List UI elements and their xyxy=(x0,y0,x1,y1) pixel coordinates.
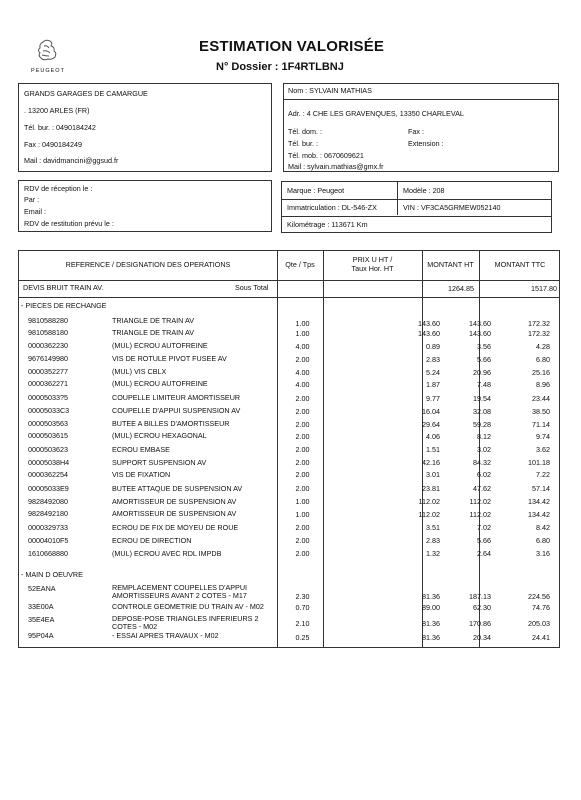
part-reference: 0000329733 xyxy=(28,523,68,532)
table-row xyxy=(19,368,559,380)
part-unit-price: 4.06 xyxy=(426,432,440,441)
peugeot-logo xyxy=(24,38,72,72)
part-quantity: 2.00 xyxy=(295,407,310,416)
vehicle-box xyxy=(281,181,552,233)
part-unit-price: 16.04 xyxy=(422,407,440,416)
part-designation: (MUL) ECROU AUTOFREINE xyxy=(112,379,208,388)
client-tel-dom: Tél. dom. : xyxy=(288,127,322,136)
part-amount-ht: 8.12 xyxy=(477,432,491,441)
part-unit-price: 143.60 xyxy=(418,319,440,328)
garage-box xyxy=(18,83,272,172)
part-amount-ttc: 8.42 xyxy=(536,523,550,532)
labour-designation-line2: AMORTISSEURS AVANT 2 COTES - M17 xyxy=(112,591,247,600)
part-quantity: 2.00 xyxy=(295,470,310,479)
part-unit-price: 9.77 xyxy=(426,394,440,403)
client-extension: Extension : xyxy=(408,139,444,148)
part-quantity: 2.00 xyxy=(295,458,310,467)
table-row xyxy=(19,420,559,432)
part-designation: ECROU DE DIRECTION xyxy=(112,536,192,545)
labour-amount-ttc: 24.41 xyxy=(532,633,550,642)
part-reference: 0000352277 xyxy=(28,367,68,376)
part-reference: 0000503563 xyxy=(28,419,68,428)
part-unit-price: 29.64 xyxy=(422,420,440,429)
part-designation: SUPPORT SUSPENSION AV xyxy=(112,458,207,467)
vehicle-km: Kilométrage : 113671 Km xyxy=(287,220,368,229)
part-reference: 0000503615 xyxy=(28,431,68,440)
part-quantity: 2.00 xyxy=(295,394,310,403)
labour-amount-ht: 170.86 xyxy=(469,619,491,628)
rdv-email: Email : xyxy=(24,207,46,216)
labour-amount-ttc: 224.56 xyxy=(528,592,550,601)
part-quantity: 2.00 xyxy=(295,523,310,532)
devis-mttc: 1517.80 xyxy=(531,284,557,293)
part-unit-price: 1.51 xyxy=(426,445,440,454)
part-amount-ttc: 9.74 xyxy=(536,432,550,441)
labour-code: 33E00A xyxy=(28,602,54,611)
part-amount-ht: 143.60 xyxy=(469,329,491,338)
part-amount-ttc: 172.32 xyxy=(528,329,550,338)
labour-rate: 81.36 xyxy=(422,619,440,628)
part-amount-ht: 7.02 xyxy=(477,523,491,532)
part-quantity: 1.00 xyxy=(295,497,310,506)
garage-city: . 13200 ARLES (FR) xyxy=(24,106,90,115)
part-amount-ht: 143.60 xyxy=(469,319,491,328)
part-quantity: 4.00 xyxy=(295,342,310,351)
part-designation: (MUL) ECROU HEXAGONAL xyxy=(112,431,207,440)
part-amount-ttc: 172.32 xyxy=(528,319,550,328)
devis-subtotal-label: Sous Total xyxy=(235,283,269,292)
devis-label: DEVIS BRUIT TRAIN AV. xyxy=(23,283,104,292)
table-row xyxy=(19,615,559,633)
table-row xyxy=(19,471,559,483)
rdv-box xyxy=(18,180,272,232)
part-reference: 0000362271 xyxy=(28,379,68,388)
part-amount-ht: 19.54 xyxy=(473,394,491,403)
part-quantity: 1.00 xyxy=(295,329,310,338)
part-quantity: 2.00 xyxy=(295,484,310,493)
part-designation: (MUL) ECROU AVEC RDL IMPDB xyxy=(112,549,222,558)
part-reference: 0000362230 xyxy=(28,341,68,350)
table-row xyxy=(19,407,559,419)
part-unit-price: 42.16 xyxy=(422,458,440,467)
labour-code: 95P04A xyxy=(28,631,54,640)
part-reference: 9828492180 xyxy=(28,509,68,518)
dossier-number: N° Dossier : 1F4RTLBNJ xyxy=(216,61,344,73)
part-reference: 0000362254 xyxy=(28,470,68,479)
table-row xyxy=(19,394,559,406)
labour-rate: 81.36 xyxy=(422,592,440,601)
garage-name: GRANDS GARAGES DE CAMARGUE xyxy=(24,89,148,98)
vehicle-marque: Marque : Peugeot xyxy=(287,186,345,195)
part-amount-ht: 59.28 xyxy=(473,420,491,429)
labour-amount-ht: 62.30 xyxy=(473,603,491,612)
part-quantity: 2.00 xyxy=(295,549,310,558)
col-header-pu-line1: PRIX U HT / xyxy=(352,255,393,264)
labour-time: 0.25 xyxy=(295,633,310,642)
part-unit-price: 112.02 xyxy=(418,510,440,519)
vehicle-vin: VIN : VF3CA5GRMEW052140 xyxy=(403,203,501,212)
part-designation: VIS DE ROTULE PIVOT FUSEE AV xyxy=(112,354,227,363)
labour-code: 35E4EA xyxy=(28,615,55,624)
client-mail: Mail : sylvain.mathias@gmx.fr xyxy=(288,162,384,171)
table-row xyxy=(19,342,559,354)
part-amount-ht: 84.32 xyxy=(473,458,491,467)
part-designation: COUPELLE D'APPUI SUSPENSION AV xyxy=(112,406,241,415)
part-designation: BUTEE A BILLES D'AMORTISSEUR xyxy=(112,419,230,428)
labour-designation: CONTROLE GEOMETRIE DU TRAIN AV - M02 xyxy=(112,602,264,611)
part-amount-ttc: 3.16 xyxy=(536,549,550,558)
part-amount-ht: 112.02 xyxy=(469,497,491,506)
section-main-oeuvre: - MAIN D OEUVRE xyxy=(21,570,83,579)
part-amount-ttc: 3.62 xyxy=(536,445,550,454)
table-row xyxy=(19,537,559,549)
table-row xyxy=(19,550,559,562)
page-title: ESTIMATION VALORISÉE xyxy=(199,38,385,55)
part-amount-ttc: 71.14 xyxy=(532,420,550,429)
garage-tel: Tél. bur. : 0490184242 xyxy=(24,123,96,132)
operations-table xyxy=(18,250,560,648)
part-designation: BUTEE ATTAQUE DE SUSPENSION AV xyxy=(112,484,243,493)
part-reference: 9810588180 xyxy=(28,328,68,337)
part-designation: ECROU EMBASE xyxy=(112,445,170,454)
part-unit-price: 5.24 xyxy=(426,368,440,377)
part-reference: 00004010F5 xyxy=(28,536,69,545)
table-row xyxy=(19,524,559,536)
table-row xyxy=(19,317,559,329)
col-header-pu-line2: Taux Hor. HT xyxy=(351,264,394,273)
col-header-ref: REFERENCE / DESIGNATION DES OPERATIONS xyxy=(65,260,231,269)
labour-time: 2.10 xyxy=(295,619,310,628)
labour-amount-ttc: 205.03 xyxy=(528,619,550,628)
part-amount-ttc: 134.42 xyxy=(528,497,550,506)
part-amount-ht: 5.66 xyxy=(477,355,491,364)
rdv-par: Par : xyxy=(24,195,40,204)
part-amount-ttc: 8.96 xyxy=(536,380,550,389)
part-reference: 0000503623 xyxy=(28,445,68,454)
labour-amount-ht: 20.34 xyxy=(473,633,491,642)
col-header-mttc: MONTANT TTC xyxy=(494,260,546,269)
table-row xyxy=(19,603,559,615)
part-unit-price: 1.32 xyxy=(426,549,440,558)
part-quantity: 2.00 xyxy=(295,536,310,545)
client-tel-mob: Tél. mob. : 0670609621 xyxy=(288,151,364,160)
part-amount-ttc: 6.80 xyxy=(536,536,550,545)
part-amount-ht: 32.08 xyxy=(473,407,491,416)
vehicle-immat: Immatriculation : DL-546-ZX xyxy=(287,203,377,212)
garage-mail: Mail : davidmancini@ggsud.fr xyxy=(24,156,119,165)
labour-amount-ttc: 74.76 xyxy=(532,603,550,612)
part-reference: 00005038H4 xyxy=(28,458,70,467)
part-quantity: 2.00 xyxy=(295,445,310,454)
part-unit-price: 0.89 xyxy=(426,342,440,351)
part-amount-ttc: 7.22 xyxy=(536,470,550,479)
client-box xyxy=(283,83,559,172)
part-unit-price: 2.83 xyxy=(426,536,440,545)
labour-rate: 81.36 xyxy=(422,633,440,642)
part-amount-ttc: 134.42 xyxy=(528,510,550,519)
client-name: Nom : SYLVAIN MATHIAS xyxy=(288,86,372,95)
part-unit-price: 1.87 xyxy=(426,380,440,389)
table-row xyxy=(19,510,559,522)
labour-designation-line2: COTES - M02 xyxy=(112,622,158,631)
part-quantity: 2.00 xyxy=(295,432,310,441)
col-header-mht: MONTANT HT xyxy=(427,260,474,269)
part-amount-ttc: 4.28 xyxy=(536,342,550,351)
part-amount-ht: 20.96 xyxy=(473,368,491,377)
part-unit-price: 2.83 xyxy=(426,355,440,364)
part-designation: AMORTISSEUR DE SUSPENSION AV xyxy=(112,497,237,506)
part-quantity: 2.00 xyxy=(295,420,310,429)
garage-fax: Fax : 0490184249 xyxy=(24,140,82,149)
table-row xyxy=(19,498,559,510)
part-amount-ttc: 38.50 xyxy=(532,407,550,416)
table-row xyxy=(19,485,559,497)
part-amount-ttc: 23.44 xyxy=(532,394,550,403)
vehicle-modele: Modèle : 208 xyxy=(403,186,445,195)
part-reference: 9676149980 xyxy=(28,354,68,363)
client-fax: Fax : xyxy=(408,127,424,136)
part-unit-price: 3.51 xyxy=(426,523,440,532)
part-quantity: 1.00 xyxy=(295,510,310,519)
part-designation: ECROU DE FIX DE MOYEU DE ROUE xyxy=(112,523,239,532)
part-quantity: 4.00 xyxy=(295,380,310,389)
part-unit-price: 112.02 xyxy=(418,497,440,506)
part-quantity: 2.00 xyxy=(295,355,310,364)
part-reference: 00005033E9 xyxy=(28,484,69,493)
brand-name: PEUGEOT xyxy=(31,68,65,74)
labour-designation: - ESSAI APRES TRAVAUX - M02 xyxy=(112,631,219,640)
part-amount-ht: 47.62 xyxy=(473,484,491,493)
table-row xyxy=(19,380,559,392)
labour-amount-ht: 187.13 xyxy=(469,592,491,601)
part-amount-ttc: 25.16 xyxy=(532,368,550,377)
labour-time: 0.70 xyxy=(295,603,310,612)
part-quantity: 1.00 xyxy=(295,319,310,328)
table-row xyxy=(19,432,559,444)
devis-mht: 1264.85 xyxy=(448,284,474,293)
part-designation: VIS DE FIXATION xyxy=(112,470,171,479)
table-row xyxy=(19,355,559,367)
part-amount-ht: 3.02 xyxy=(477,445,491,454)
client-address: Adr. : 4 CHE LES GRAVENQUES, 13350 CHARLEVAL xyxy=(288,109,464,118)
part-amount-ht: 3.56 xyxy=(477,342,491,351)
part-unit-price: 3.01 xyxy=(426,470,440,479)
part-amount-ht: 7.48 xyxy=(477,380,491,389)
table-row xyxy=(19,584,559,602)
section-pieces: - PIECES DE RECHANGE xyxy=(21,301,107,310)
part-amount-ttc: 57.14 xyxy=(532,484,550,493)
part-amount-ht: 6.02 xyxy=(477,470,491,479)
part-amount-ttc: 6.80 xyxy=(536,355,550,364)
col-header-qte: Qte / Tps xyxy=(285,260,315,269)
part-amount-ht: 5.66 xyxy=(477,536,491,545)
part-designation: AMORTISSEUR DE SUSPENSION AV xyxy=(112,509,237,518)
labour-time: 2.30 xyxy=(295,592,310,601)
part-reference: 1610668880 xyxy=(28,549,68,558)
part-designation: (MUL) ECROU AUTOFREINE xyxy=(112,341,208,350)
part-reference: 9828492080 xyxy=(28,497,68,506)
rdv-reception: RDV de réception le : xyxy=(24,184,93,193)
labour-code: 52EANA xyxy=(28,584,56,593)
table-row xyxy=(19,632,559,644)
labour-designation: DEPOSE-POSE TRIANGLES INFERIEURS 2 xyxy=(112,614,259,623)
labour-rate: 89.00 xyxy=(422,603,440,612)
rdv-restitution: RDV de restitution prévu le : xyxy=(24,219,114,228)
part-amount-ht: 2.64 xyxy=(477,549,491,558)
part-unit-price: 23.81 xyxy=(422,484,440,493)
lion-icon xyxy=(24,38,72,64)
table-row xyxy=(19,329,559,341)
part-reference: 00005033C3 xyxy=(28,406,70,415)
part-designation: COUPELLE LIMITEUR AMORTISSEUR xyxy=(112,393,241,402)
table-row xyxy=(19,446,559,458)
client-tel-bur: Tél. bur. : xyxy=(288,139,318,148)
part-designation: TRIANGLE DE TRAIN AV xyxy=(112,328,195,337)
labour-designation: REMPLACEMENT COUPELLES D'APPUI xyxy=(112,583,248,592)
part-unit-price: 143.60 xyxy=(418,329,440,338)
part-amount-ttc: 101.18 xyxy=(528,458,550,467)
part-reference: 9810588280 xyxy=(28,316,68,325)
part-quantity: 4.00 xyxy=(295,368,310,377)
part-designation: TRIANGLE DE TRAIN AV xyxy=(112,316,195,325)
part-designation: (MUL) VIS CBLX xyxy=(112,367,167,376)
part-reference: 00005033?5 xyxy=(28,393,68,402)
part-amount-ht: 112.02 xyxy=(469,510,491,519)
